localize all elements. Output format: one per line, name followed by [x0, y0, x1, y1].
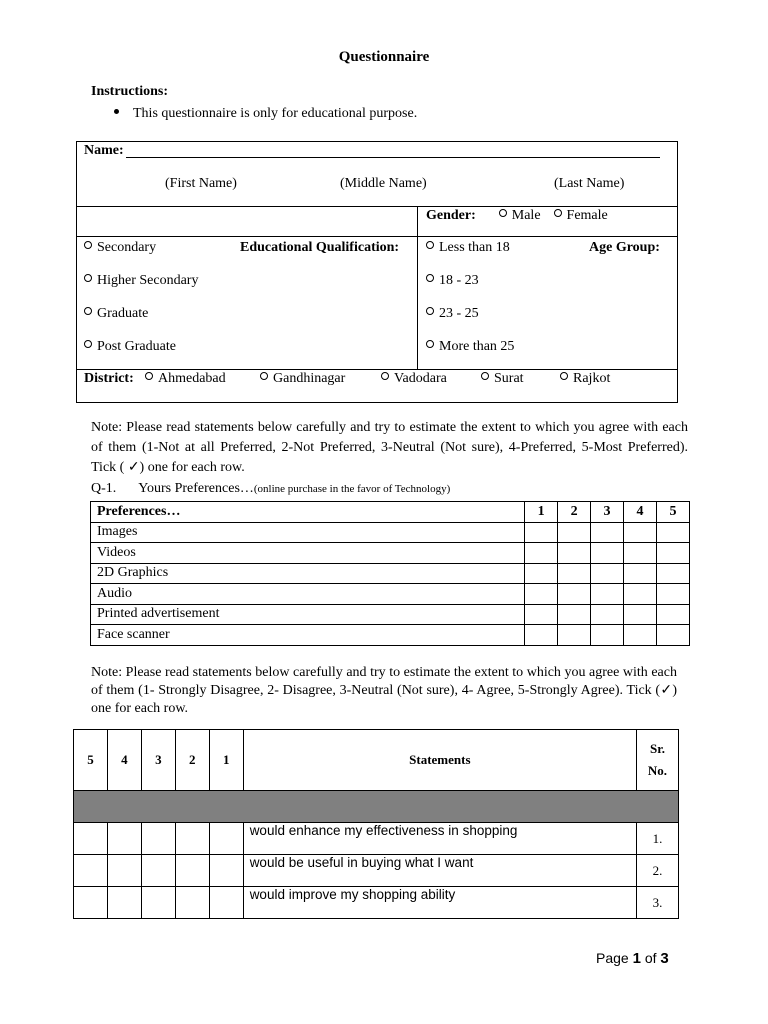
- age-group-label: Age Group:: [589, 240, 660, 255]
- district-option-rajkot[interactable]: Rajkot: [560, 371, 610, 387]
- age-option-more-than-25[interactable]: More than 25: [426, 339, 514, 355]
- divider: [417, 206, 418, 369]
- shaded-band: [74, 791, 679, 823]
- scale-header: 2: [558, 502, 591, 523]
- table-row: [74, 855, 679, 887]
- preferences-table: [90, 501, 690, 646]
- district-option-surat[interactable]: Surat: [481, 371, 524, 387]
- scale-header: 3: [591, 502, 624, 523]
- radio-icon: [84, 307, 92, 315]
- rating-cell[interactable]: [558, 522, 591, 543]
- serial-number: 1.: [637, 823, 679, 855]
- serial-number: 3.: [637, 887, 679, 919]
- rating-cell[interactable]: [591, 604, 624, 625]
- instructions-bullet-text: This questionnaire is only for educational purpose.: [133, 106, 418, 121]
- rating-cell[interactable]: [558, 604, 591, 625]
- rating-cell[interactable]: [558, 584, 591, 605]
- rating-cell[interactable]: [656, 584, 689, 605]
- question-number: Q-1.: [91, 481, 117, 496]
- radio-icon: [426, 274, 434, 282]
- scale-header: 5: [656, 502, 689, 523]
- rating-cell[interactable]: [591, 584, 624, 605]
- divider: [76, 369, 678, 370]
- rating-cell[interactable]: [558, 563, 591, 584]
- rating-cell[interactable]: [141, 823, 175, 855]
- table-row: [91, 543, 690, 564]
- instructions-heading: Instructions:: [91, 84, 169, 99]
- divider: [76, 206, 678, 207]
- radio-icon: [145, 372, 153, 380]
- radio-icon: [84, 274, 92, 282]
- district-option-vadodara[interactable]: Vadodara: [381, 371, 447, 387]
- rating-cell[interactable]: [525, 604, 558, 625]
- age-option-18-23[interactable]: 18 - 23: [426, 273, 479, 289]
- scale-header: 1: [525, 502, 558, 523]
- table-row: [91, 604, 690, 625]
- radio-icon: [560, 372, 568, 380]
- middle-name-caption: (Middle Name): [340, 176, 427, 191]
- note-preferences: Note: Please read statements below carefully and try to estimate the extent to which you agree with each of them (1-Not at all Preferred, 2-Not Preferred, 3-Neutral (Not sure), 4-Preferred, 5-Most Preferred). Tick ( ✓) one for each row.: [91, 420, 688, 475]
- rating-cell[interactable]: [591, 563, 624, 584]
- radio-icon: [481, 372, 489, 380]
- statement-text: would improve my shopping ability: [243, 887, 636, 919]
- last-name-caption: (Last Name): [554, 176, 625, 191]
- rating-cell[interactable]: [175, 855, 209, 887]
- radio-icon: [84, 340, 92, 348]
- instructions-bullet-item: [114, 106, 417, 122]
- statements-header: Statements: [243, 730, 636, 791]
- gender-row: [426, 208, 608, 224]
- radio-icon: [426, 340, 434, 348]
- rating-cell[interactable]: [209, 887, 243, 919]
- rating-cell[interactable]: [656, 625, 689, 646]
- divider: [76, 236, 678, 237]
- rating-cell[interactable]: [525, 543, 558, 564]
- rating-cell[interactable]: [624, 604, 657, 625]
- sr-no-header: Sr. No.: [637, 730, 679, 791]
- radio-icon: [84, 241, 92, 249]
- radio-icon: [554, 209, 562, 217]
- radio-icon: [381, 372, 389, 380]
- section-shaded-row: [74, 791, 679, 823]
- page-number: Page 1 of 3: [596, 950, 669, 967]
- statements-table: [73, 729, 679, 919]
- question-subtitle: (online purchase in the favor of Technology): [253, 483, 451, 495]
- gender-option-female[interactable]: Female: [554, 208, 608, 223]
- name-field-line[interactable]: [126, 157, 660, 158]
- table-row: [91, 625, 690, 646]
- rating-cell[interactable]: [175, 887, 209, 919]
- gender-option-male[interactable]: Male: [499, 208, 541, 223]
- radio-icon: [426, 307, 434, 315]
- scale-header: 5: [74, 730, 108, 791]
- rating-cell[interactable]: [209, 855, 243, 887]
- table-row: [91, 584, 690, 605]
- education-option-higher-secondary[interactable]: Higher Secondary: [84, 273, 198, 289]
- radio-icon: [260, 372, 268, 380]
- table-row: [74, 887, 679, 919]
- table-row: [91, 522, 690, 543]
- district-option-ahmedabad[interactable]: Ahmedabad: [145, 371, 226, 387]
- gender-label: Gender:: [426, 208, 476, 223]
- preference-label: 2D Graphics: [91, 563, 525, 584]
- scale-header: 4: [624, 502, 657, 523]
- rating-cell[interactable]: [74, 855, 108, 887]
- question-1-heading: [91, 481, 450, 497]
- preference-label: Images: [91, 522, 525, 543]
- table-header-row: [74, 730, 679, 791]
- rating-cell[interactable]: [624, 584, 657, 605]
- rating-cell[interactable]: [591, 625, 624, 646]
- table-row: [91, 563, 690, 584]
- radio-icon: [426, 241, 434, 249]
- rating-cell[interactable]: [624, 543, 657, 564]
- serial-number: 2.: [637, 855, 679, 887]
- bullet-icon: [114, 109, 119, 114]
- page-title: Questionnaire: [338, 49, 430, 65]
- rating-cell[interactable]: [525, 584, 558, 605]
- preference-label: Audio: [91, 584, 525, 605]
- age-option-23-25[interactable]: 23 - 25: [426, 306, 479, 322]
- rating-cell[interactable]: [107, 887, 141, 919]
- rating-cell[interactable]: [591, 522, 624, 543]
- rating-cell[interactable]: [591, 543, 624, 564]
- rating-cell[interactable]: [624, 563, 657, 584]
- preference-label: Face scanner: [91, 625, 525, 646]
- rating-cell[interactable]: [558, 625, 591, 646]
- district-label: District:: [84, 371, 134, 386]
- rating-cell[interactable]: [74, 823, 108, 855]
- rating-cell[interactable]: [525, 563, 558, 584]
- rating-cell[interactable]: [656, 563, 689, 584]
- rating-cell[interactable]: [209, 823, 243, 855]
- education-option-secondary[interactable]: Secondary: [84, 240, 156, 256]
- preferences-header: Preferences…: [91, 502, 525, 523]
- rating-cell[interactable]: [525, 522, 558, 543]
- scale-header: 3: [141, 730, 175, 791]
- rating-cell[interactable]: [624, 522, 657, 543]
- rating-cell[interactable]: [175, 823, 209, 855]
- education-option-post-graduate[interactable]: Post Graduate: [84, 339, 176, 355]
- rating-cell[interactable]: [525, 625, 558, 646]
- rating-cell[interactable]: [107, 823, 141, 855]
- rating-cell[interactable]: [656, 543, 689, 564]
- scale-header: 2: [175, 730, 209, 791]
- district-option-gandhinagar[interactable]: Gandhinagar: [260, 371, 345, 387]
- education-label: Educational Qualification:: [240, 240, 400, 255]
- radio-icon: [499, 209, 507, 217]
- scale-header: 1: [209, 730, 243, 791]
- education-option-graduate[interactable]: Graduate: [84, 306, 148, 322]
- rating-cell[interactable]: [74, 887, 108, 919]
- rating-cell[interactable]: [141, 855, 175, 887]
- rating-cell[interactable]: [656, 604, 689, 625]
- rating-cell[interactable]: [656, 522, 689, 543]
- table-header-row: [91, 502, 690, 523]
- rating-cell[interactable]: [107, 855, 141, 887]
- note-statements: Note: Please read statements below carefully and try to estimate the extent to which you agree with each of them (1- Strongly Disagree, 2- Disagree, 3-Neutral (Not sure), 4- Agree, 5-Strongly Agree). Tick (✓) one for each row.: [91, 665, 677, 716]
- question-title: Yours Preferences…: [138, 481, 254, 496]
- name-label: Name:: [84, 143, 124, 158]
- preference-label: Printed advertisement: [91, 604, 525, 625]
- rating-cell[interactable]: [558, 543, 591, 564]
- table-row: [74, 823, 679, 855]
- rating-cell[interactable]: [624, 625, 657, 646]
- statement-text: would be useful in buying what I want: [243, 855, 636, 887]
- age-option-less-than-18[interactable]: Less than 18: [426, 240, 510, 256]
- scale-header: 4: [107, 730, 141, 791]
- preference-label: Videos: [91, 543, 525, 564]
- first-name-caption: (First Name): [165, 176, 237, 191]
- rating-cell[interactable]: [141, 887, 175, 919]
- statement-text: would enhance my effectiveness in shopping: [243, 823, 636, 855]
